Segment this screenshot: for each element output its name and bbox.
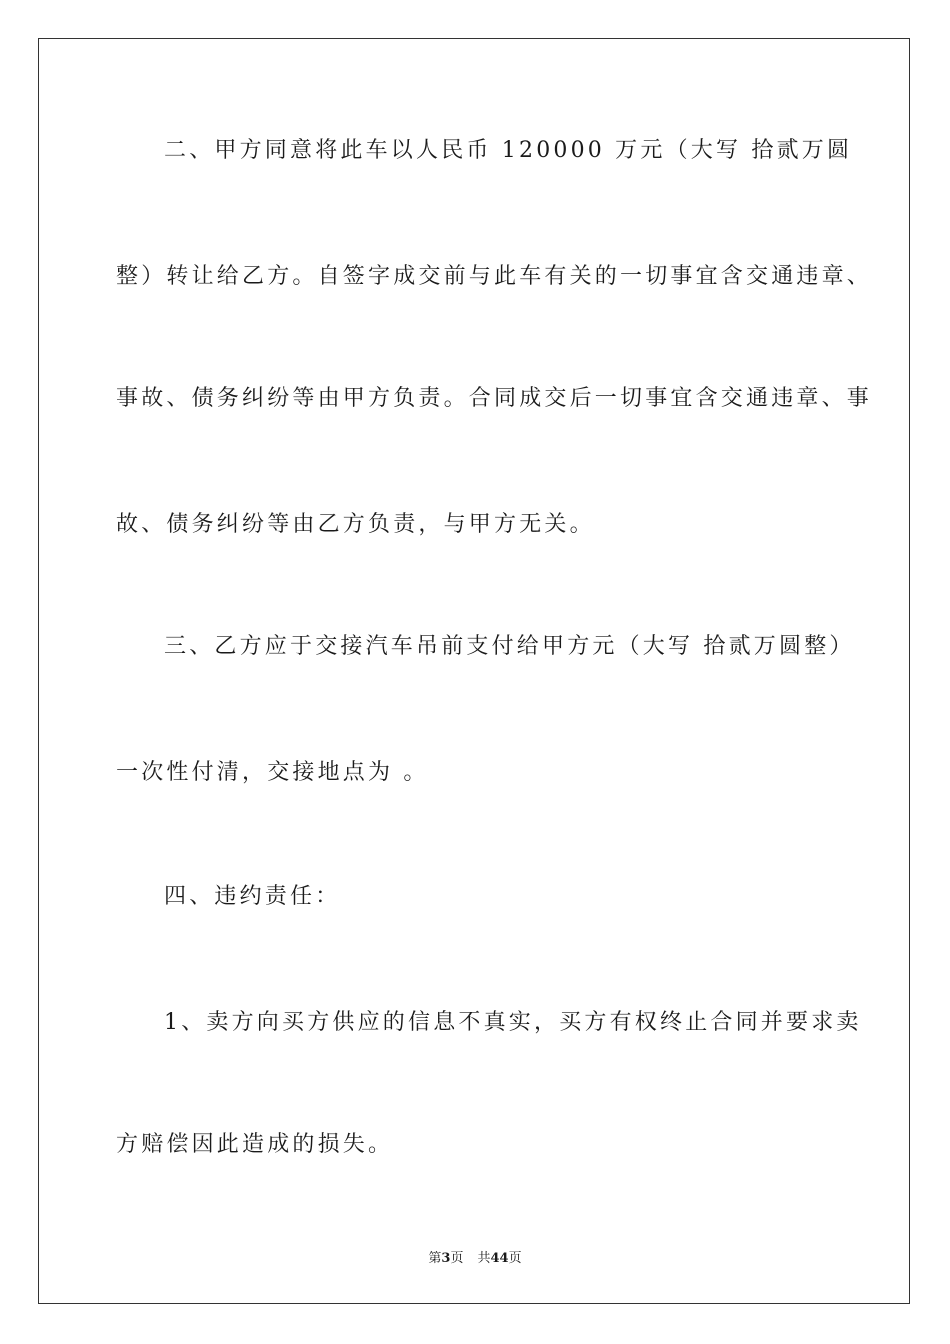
clause-1-line-2: 方赔偿因此造成的损失。: [116, 1132, 394, 1157]
paragraph-2-line-3: 事故、债务纠纷等由甲方负责。合同成交后一切事宜含交通违章、事: [116, 386, 873, 411]
paragraph-3-line-2: 一次性付清，交接地点为 。: [116, 760, 429, 785]
total-pages: 44: [490, 1251, 509, 1266]
total-suffix: 页: [508, 1251, 522, 1266]
clause-1-line-1: 1、卖方向买方供应的信息不真实，买方有权终止合同并要求卖: [164, 1010, 862, 1035]
page-border: [38, 38, 910, 1304]
paragraph-2-line-4: 故、债务纠纷等由乙方负责，与甲方无关。: [116, 512, 595, 537]
page-footer: [0, 1247, 950, 1266]
paragraph-3-line-1: 三、乙方应于交接汽车吊前支付给甲方元（大写 拾贰万圆整）: [164, 634, 855, 659]
paragraph-2-line-1: 二、甲方同意将此车以人民币 120000 万元（大写 拾贰万圆: [164, 138, 853, 163]
page-number: 3: [441, 1251, 451, 1266]
page-prefix: 第: [428, 1251, 442, 1266]
total-prefix: 共: [477, 1251, 491, 1266]
paragraph-2-line-2: 整）转让给乙方。自签字成交前与此车有关的一切事宜含交通违章、: [116, 264, 873, 289]
page-suffix: 页: [450, 1251, 464, 1266]
section-4-heading: 四、违约责任：: [164, 884, 341, 909]
